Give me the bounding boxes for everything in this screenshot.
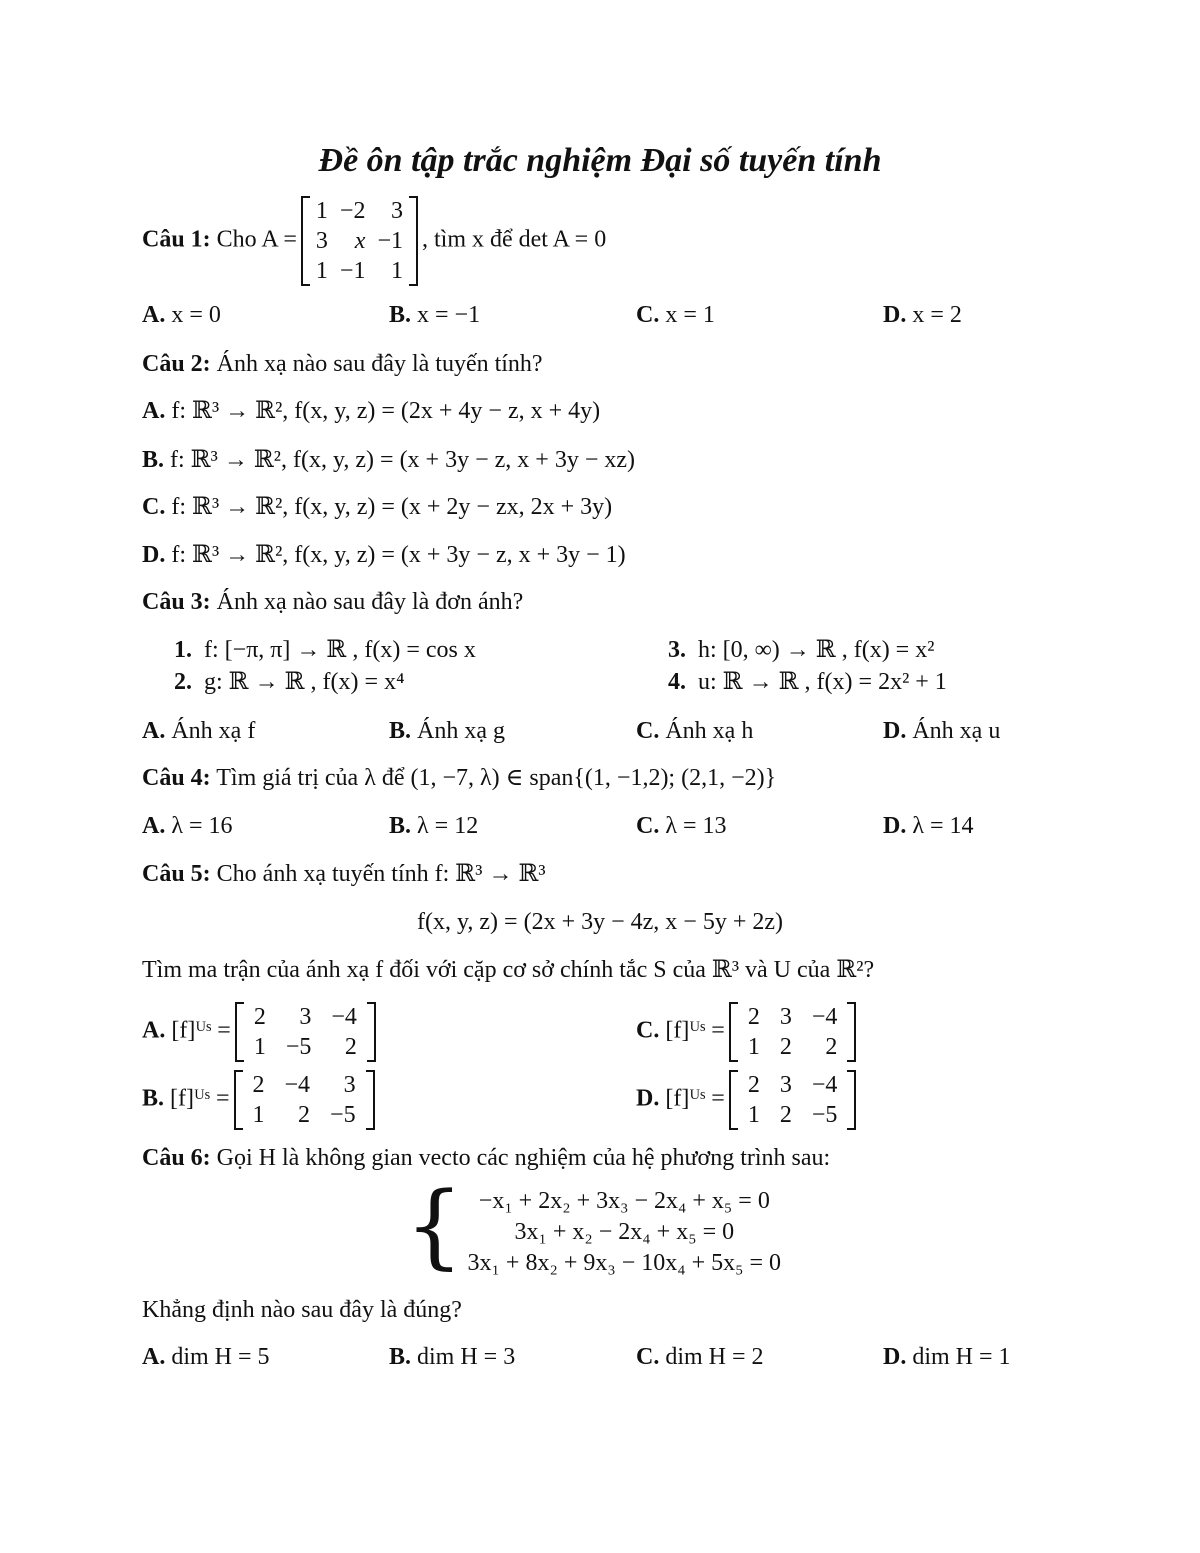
option-label: D. (883, 1344, 907, 1370)
q4-option-a[interactable] (142, 811, 233, 841)
option-text: dim H = 2 (659, 1344, 764, 1370)
option-label: D. (636, 1085, 660, 1112)
q6-option-c[interactable] (636, 1342, 764, 1372)
q5-formula: f(x, y, z) = (2x + 3y − 4z, x − 5y + 2z) (416, 909, 784, 935)
q2-option-c[interactable] (142, 492, 612, 522)
question-1 (142, 196, 606, 286)
q1-option-b[interactable] (389, 300, 480, 330)
question-1-label: Câu 1: (142, 226, 211, 253)
q5-option-c[interactable] (636, 1002, 860, 1062)
matrix-lhs: [f]ᵁˢ = (665, 1017, 725, 1044)
question-1-pre: Cho A = (210, 226, 297, 253)
q5-option-b[interactable] (142, 1070, 379, 1130)
question-2 (142, 349, 543, 379)
option-label: B. (389, 302, 412, 328)
equation-line: 3x₁ + 8x₂ + 9x₃ − 10x₄ + 5x₅ = 0 (467, 1250, 782, 1276)
q3-option-a[interactable] (142, 716, 255, 746)
option-label: D. (883, 813, 907, 839)
equation-line: 3x₁ + x₂ − 2x₄ + x₅ = 0 (514, 1219, 735, 1245)
equation-system (405, 1172, 782, 1279)
question-6-label: Câu 6: (142, 1145, 211, 1171)
option-label: A. (142, 1017, 166, 1044)
page-title: Đề ôn tập trắc nghiệm Đại số tuyến tính (318, 142, 882, 179)
matrix-cell: 1 (747, 1034, 760, 1060)
option-label: A. (142, 1344, 166, 1370)
matrix-cell: 1 (747, 1102, 760, 1128)
q4-option-d[interactable] (883, 811, 974, 841)
q2-option-d[interactable] (142, 540, 626, 570)
option-matrix (235, 1002, 376, 1062)
option-text: Ánh xạ h (659, 718, 754, 744)
matrix-lhs: [f]ᵁˢ = (170, 1085, 230, 1112)
item-number: 1. (174, 637, 192, 663)
q3-item-4 (668, 667, 947, 697)
matrix-cell: 3 (779, 1072, 792, 1098)
matrix-cell: −2 (339, 198, 366, 224)
matrix-cell: 1 (253, 1034, 266, 1060)
option-label: A. (142, 398, 166, 424)
option-matrix (234, 1070, 375, 1130)
matrix-cell: 2 (779, 1034, 792, 1060)
option-label: B. (389, 813, 412, 839)
matrix-lhs: [f]ᵁˢ = (665, 1085, 725, 1112)
option-label: C. (636, 1344, 660, 1370)
option-label: C. (636, 1017, 660, 1044)
matrix-cell: 2 (779, 1102, 792, 1128)
q6-option-a[interactable] (142, 1342, 270, 1372)
matrix-cell: 3 (299, 1004, 312, 1030)
option-text: f: ℝ³ → ℝ², f(x, y, z) = (x + 3y − z, x + 3y − xz) (164, 447, 635, 473)
option-text: f: ℝ³ → ℝ², f(x, y, z) = (x + 2y − zx, 2x + 3y) (165, 494, 613, 520)
option-label: D. (142, 542, 166, 568)
option-text: Ánh xạ u (906, 718, 1001, 744)
q6-option-d[interactable] (883, 1342, 1011, 1372)
equation-line: −x₁ + 2x₂ + 3x₃ − 2x₄ + x₅ = 0 (478, 1188, 770, 1214)
q2-option-a[interactable] (142, 396, 600, 426)
option-matrix (729, 1070, 857, 1130)
question-2-text: Ánh xạ nào sau đây là tuyến tính? (210, 351, 543, 377)
question-4-text: Tìm giá trị của λ để (1, −7, λ) ∈ span{(1, −1,2); (2,1, −2)} (210, 765, 777, 791)
item-number: 3. (668, 637, 686, 663)
q3-item-3 (668, 635, 934, 665)
matrix-lhs: [f]ᵁˢ = (171, 1017, 231, 1044)
option-text: λ = 13 (659, 813, 727, 839)
matrix-cell: 2 (747, 1004, 760, 1030)
option-label: B. (142, 447, 165, 473)
option-text: Ánh xạ f (165, 718, 256, 744)
matrix-cell: 2 (298, 1102, 311, 1128)
item-number: 4. (668, 669, 686, 695)
matrix-cell: 3 (343, 1072, 356, 1098)
option-text: dim H = 3 (411, 1344, 516, 1370)
question-3-text: Ánh xạ nào sau đây là đơn ánh? (210, 589, 524, 615)
matrix-cell: 3 (779, 1004, 792, 1030)
q3-option-c[interactable] (636, 716, 753, 746)
matrix-cell: −5 (811, 1102, 838, 1128)
q6-question: Khẳng định nào sau đây là đúng? (142, 1297, 462, 1323)
q1-option-c[interactable] (636, 300, 715, 330)
option-text: dim H = 5 (165, 1344, 270, 1370)
option-text: λ = 16 (165, 813, 233, 839)
option-matrix (729, 1002, 857, 1062)
q1-option-a[interactable] (142, 300, 221, 330)
q2-option-b[interactable] (142, 445, 635, 475)
option-text: x = −1 (411, 302, 481, 328)
matrix-cell: 1 (252, 1102, 265, 1128)
matrix-cell: x (354, 228, 366, 254)
option-label: D. (883, 718, 907, 744)
question-4-label: Câu 4: (142, 765, 211, 791)
option-text: f: ℝ³ → ℝ², f(x, y, z) = (2x + 4y − z, x + 4y) (165, 398, 601, 424)
question-3 (142, 587, 523, 617)
matrix-cell: 3 (391, 198, 403, 224)
matrix-cell: 2 (747, 1072, 760, 1098)
question-4 (142, 763, 776, 793)
matrix-cell: −1 (339, 258, 366, 284)
matrix-cell: −1 (377, 228, 403, 254)
matrix-cell: −4 (811, 1072, 838, 1098)
option-label: A. (142, 302, 166, 328)
option-label: B. (389, 1344, 412, 1370)
option-label: C. (636, 718, 660, 744)
question-6 (142, 1143, 830, 1173)
matrix-cell: 2 (252, 1072, 265, 1098)
matrix-a (301, 196, 418, 286)
q6-option-b[interactable] (389, 1342, 515, 1372)
matrix-cell: 2 (825, 1034, 838, 1060)
matrix-cell: 1 (391, 258, 403, 284)
question-5 (142, 859, 546, 889)
matrix-cell: 1 (315, 258, 328, 284)
question-5-label: Câu 5: (142, 861, 211, 887)
item-text: g: ℝ → ℝ , f(x) = x⁴ (204, 669, 405, 695)
matrix-cell: 3 (315, 228, 328, 254)
option-label: D. (883, 302, 907, 328)
q3-option-d[interactable] (883, 716, 1000, 746)
option-label: C. (636, 813, 660, 839)
matrix-cell: −4 (284, 1072, 311, 1098)
item-text: u: ℝ → ℝ , f(x) = 2x² + 1 (698, 669, 947, 695)
matrix-cell: 2 (253, 1004, 266, 1030)
option-label: C. (636, 302, 660, 328)
question-3-label: Câu 3: (142, 589, 211, 615)
option-label: B. (389, 718, 412, 744)
matrix-cell: 2 (344, 1034, 357, 1060)
item-text: f: [−π, π] → ℝ , f(x) = cos x (204, 637, 476, 663)
option-text: x = 0 (165, 302, 221, 328)
question-5-text: Cho ánh xạ tuyến tính f: ℝ³ → ℝ³ (210, 861, 546, 887)
q4-option-b[interactable] (389, 811, 478, 841)
q5-question: Tìm ma trận của ánh xạ f đối với cặp cơ sở chính tắc S của ℝ³ và U của ℝ²? (142, 957, 875, 983)
option-text: dim H = 1 (906, 1344, 1011, 1370)
option-text: x = 1 (659, 302, 715, 328)
option-text: Ánh xạ g (411, 718, 505, 744)
question-6-text: Gọi H là không gian vecto các nghiệm của hệ phương trình sau: (210, 1145, 831, 1171)
matrix-cell: −5 (330, 1102, 356, 1128)
item-text: h: [0, ∞) → ℝ , f(x) = x² (698, 637, 935, 663)
brace-icon: { (405, 1172, 464, 1279)
option-text: f: ℝ³ → ℝ², f(x, y, z) = (x + 3y − z, x + 3y − 1) (165, 542, 626, 568)
option-text: x = 2 (906, 302, 962, 328)
q1-option-d[interactable] (883, 300, 962, 330)
question-2-label: Câu 2: (142, 351, 211, 377)
q4-option-c[interactable] (636, 811, 727, 841)
matrix-cell: 1 (315, 198, 328, 224)
item-number: 2. (174, 669, 192, 695)
matrix-cell: −4 (331, 1004, 357, 1030)
option-label: B. (142, 1085, 165, 1112)
q3-item-2 (174, 667, 404, 697)
option-label: C. (142, 494, 166, 520)
q3-option-b[interactable] (389, 716, 505, 746)
q3-item-1 (174, 635, 476, 665)
q5-option-a[interactable] (142, 1002, 380, 1062)
matrix-cell: −4 (811, 1004, 838, 1030)
option-text: λ = 14 (906, 813, 974, 839)
option-label: A. (142, 813, 166, 839)
option-label: A. (142, 718, 166, 744)
matrix-cell: −5 (285, 1034, 312, 1060)
question-1-post: , tìm x để det A = 0 (422, 226, 607, 253)
q5-option-d[interactable] (636, 1070, 860, 1130)
option-text: λ = 12 (411, 813, 479, 839)
